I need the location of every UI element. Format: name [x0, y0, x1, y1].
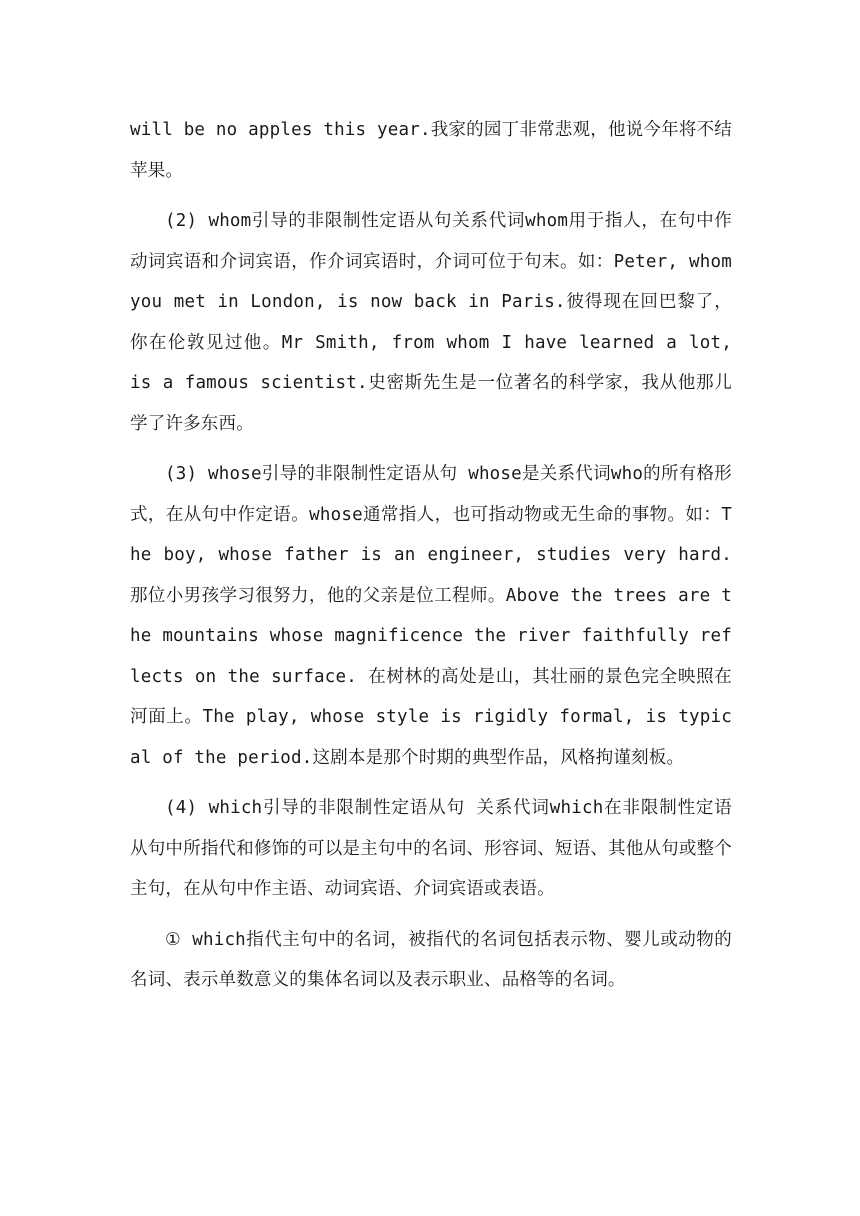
paragraph-whose: (3) whose引导的非限制性定语从句 whose是关系代词who的所有格形式，在从句中作定语。whose通常指人，也可指动物或无生命的事物。如：The boy, whose father is an engineer, studies very hard.那位小男孩学习很努力，他的父亲是位工程师。Above the trees are the mountains whose magnificence the river faithfully reflects on the surface. 在树林的高处是山，其壮丽的景色完全映照在河面上。The play, whose style is rigidly formal, is typical of the period.这剧本是那个时期的典型作品，风格拘谨刻板。: [130, 464, 732, 768]
paragraph-whom: (2) whom引导的非限制性定语从句关系代词whom用于指人，在句中作动词宾语和介词宾语，作介词宾语时，介词可位于句末。如：Peter, whom you met in London, is now back in Paris.彼得现在回巴黎了，你在伦敦见过他。Mr Smith, from whom I have learned a lot, is a famous scientist.史密斯先生是一位著名的科学家，我从他那儿学了许多东西。: [130, 211, 732, 434]
document-body: [130, 110, 732, 1011]
paragraph-which-noun: ① which指代主句中的名词，被指代的名词包括表示物、婴儿或动物的名词、表示单数意义的集体名词以及表示职业、品格等的名词。: [130, 929, 732, 990]
paragraph-which: (4) which引导的非限制性定语从句 关系代词which在非限制性定语从句中所指代和修饰的可以是主句中的名词、形容词、短语、其他从句或整个主句，在从句中作主语、动词宾语、介词宾语或表语。: [130, 798, 732, 899]
paragraph-continuation: will be no apples this year.我家的园丁非常悲观，他说今年将不结苹果。: [130, 120, 732, 181]
